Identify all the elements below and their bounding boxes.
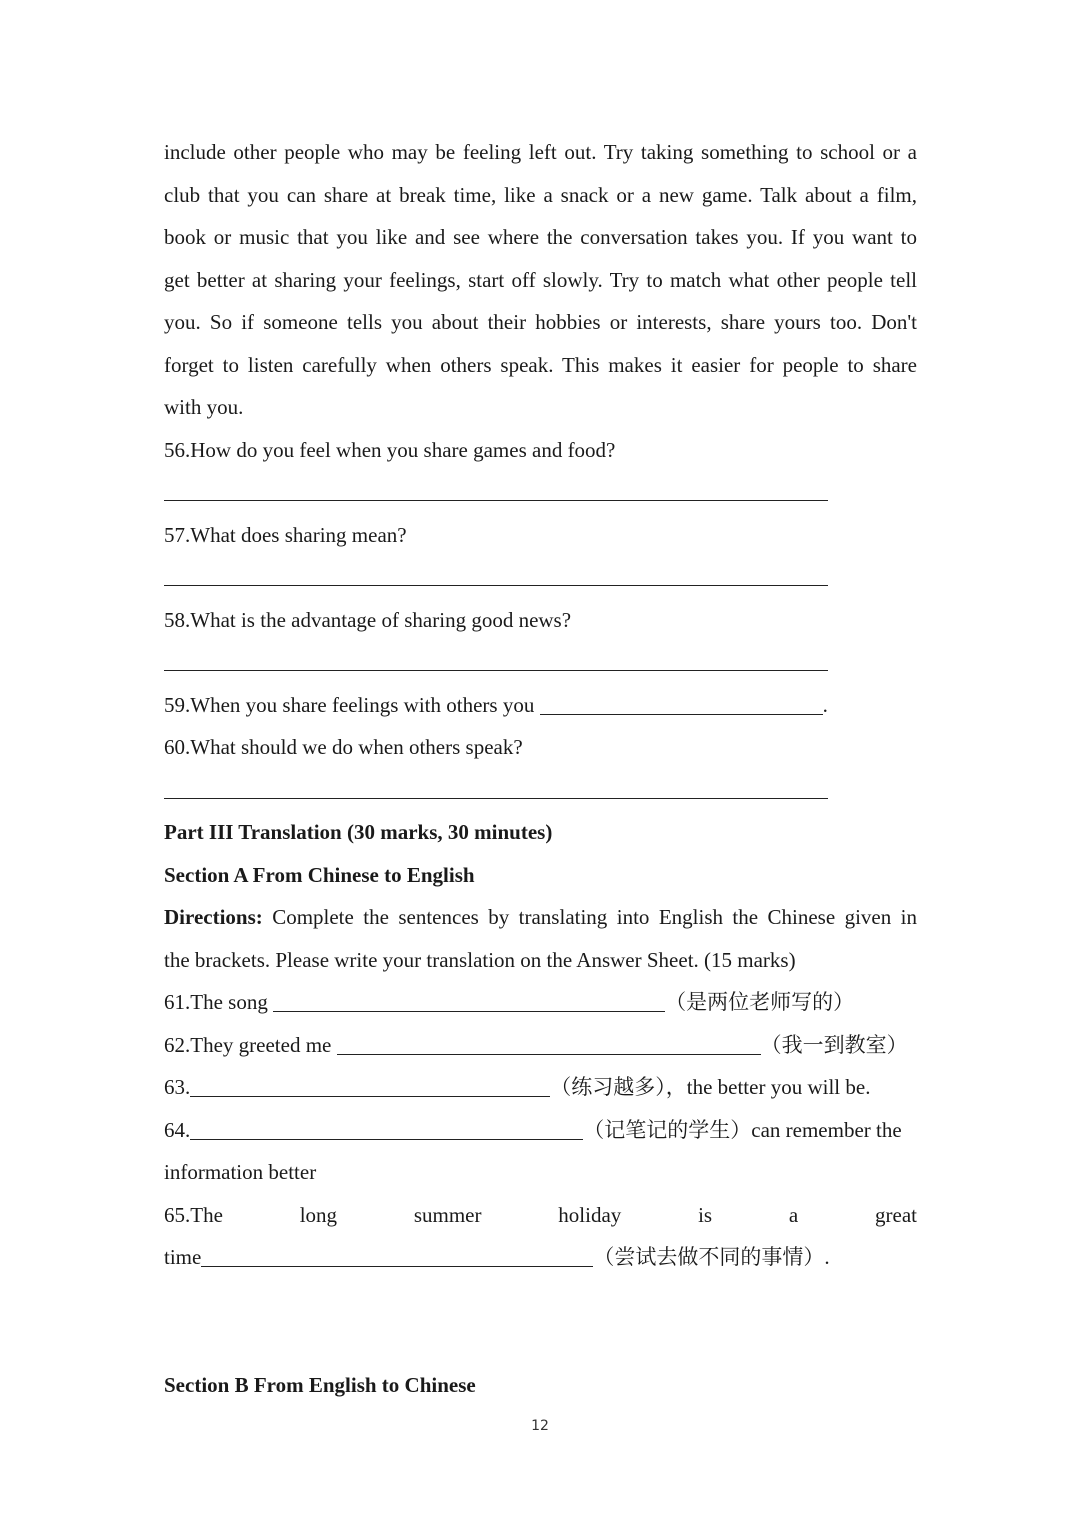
passage-line: with you. (164, 395, 244, 419)
translation-65-hint: （尝试去做不同的事情） (593, 1245, 825, 1269)
answer-blank-62[interactable] (337, 1034, 761, 1055)
question-56: 56.How do you feel when you share games and food? (164, 437, 616, 462)
passage-line: book or music that you like and see where the conversation takes you. If you want to (164, 225, 917, 249)
translation-65 (164, 1194, 917, 1237)
directions-label: Directions: (164, 905, 263, 929)
translation-64-hint: （记笔记的学生） (583, 1117, 752, 1142)
directions-line-1 (164, 896, 917, 939)
translation-65-continued (164, 1236, 917, 1279)
translation-65-word: long (299, 1202, 338, 1227)
translation-63-suffix: the better you will be. (686, 1075, 871, 1099)
question-59 (164, 684, 917, 727)
translation-62-prefix: 62.They greeted me (164, 1032, 332, 1057)
translation-65-word: summer (413, 1202, 482, 1227)
part-3-heading: Part III Translation (30 marks, 30 minutes) (164, 820, 553, 844)
translation-63-prefix: 63. (164, 1075, 191, 1099)
section-b-heading: Section B From English to Chinese (164, 1372, 476, 1397)
translation-61-hint: （是两位老师写的） (665, 990, 855, 1014)
question-59-text: 59.When you share feelings with others you (164, 692, 535, 717)
answer-line-58[interactable] (164, 641, 917, 684)
section-a-heading: Section A From Chinese to English (164, 862, 475, 887)
passage-line: you. So if someone tells you about their hobbies or interests, share yours too. Don't (164, 310, 917, 334)
vertical-spacer (164, 1279, 917, 1364)
translation-65-suffix: . (824, 1245, 830, 1269)
directions-line-2: the brackets. Please write your translation on the Answer Sheet. (15 marks) (164, 947, 796, 972)
answer-blank-61[interactable] (273, 991, 665, 1012)
translation-64-continued: information better (164, 1160, 317, 1184)
question-59-period: . (822, 692, 828, 717)
page-number: 12 (531, 1418, 549, 1434)
translation-65-word: 65.The (164, 1202, 223, 1227)
answer-line-60[interactable] (164, 769, 917, 812)
translation-65-word: holiday (558, 1202, 622, 1227)
answer-line-56[interactable] (164, 471, 917, 514)
translation-64 (164, 1109, 917, 1152)
translation-61-prefix: 61.The song (164, 990, 268, 1014)
document-body (164, 131, 917, 1406)
question-60: 60.What should we do when others speak? (164, 735, 523, 759)
translation-63 (164, 1066, 917, 1109)
translation-65-word: is (698, 1202, 713, 1227)
translation-65-prefix: time (164, 1245, 202, 1269)
question-58: 58.What is the advantage of sharing good news? (164, 607, 572, 632)
passage-line: forget to listen carefully when others speak. This makes it easier for people to share (164, 352, 917, 377)
answer-line-57[interactable] (164, 556, 917, 599)
translation-64-prefix: 64. (164, 1117, 191, 1142)
answer-blank-63[interactable] (190, 1076, 550, 1097)
translation-63-hint: （练习越多）， (550, 1075, 687, 1099)
passage-line: get better at sharing your feelings, start off slowly. Try to match what other people tell (164, 267, 917, 292)
translation-65-word: a (788, 1202, 799, 1227)
passage-line: include other people who may be feeling left out. Try taking something to school or a (164, 140, 917, 164)
translation-62-hint: （我一到教室） (760, 1032, 908, 1057)
translation-65-word: great (875, 1202, 918, 1227)
passage-line: club that you can share at break time, like a snack or a new game. Talk about a film, (164, 182, 917, 207)
translation-64-suffix: can remember the (751, 1117, 902, 1142)
answer-blank-59[interactable] (540, 694, 823, 715)
answer-blank-64[interactable] (190, 1119, 583, 1140)
answer-blank-65[interactable] (201, 1246, 593, 1267)
question-57: 57.What does sharing mean? (164, 522, 407, 547)
directions-text: Complete the sentences by translating into English the Chinese given in (262, 905, 917, 929)
translation-62 (164, 1024, 917, 1067)
translation-61 (164, 981, 917, 1024)
